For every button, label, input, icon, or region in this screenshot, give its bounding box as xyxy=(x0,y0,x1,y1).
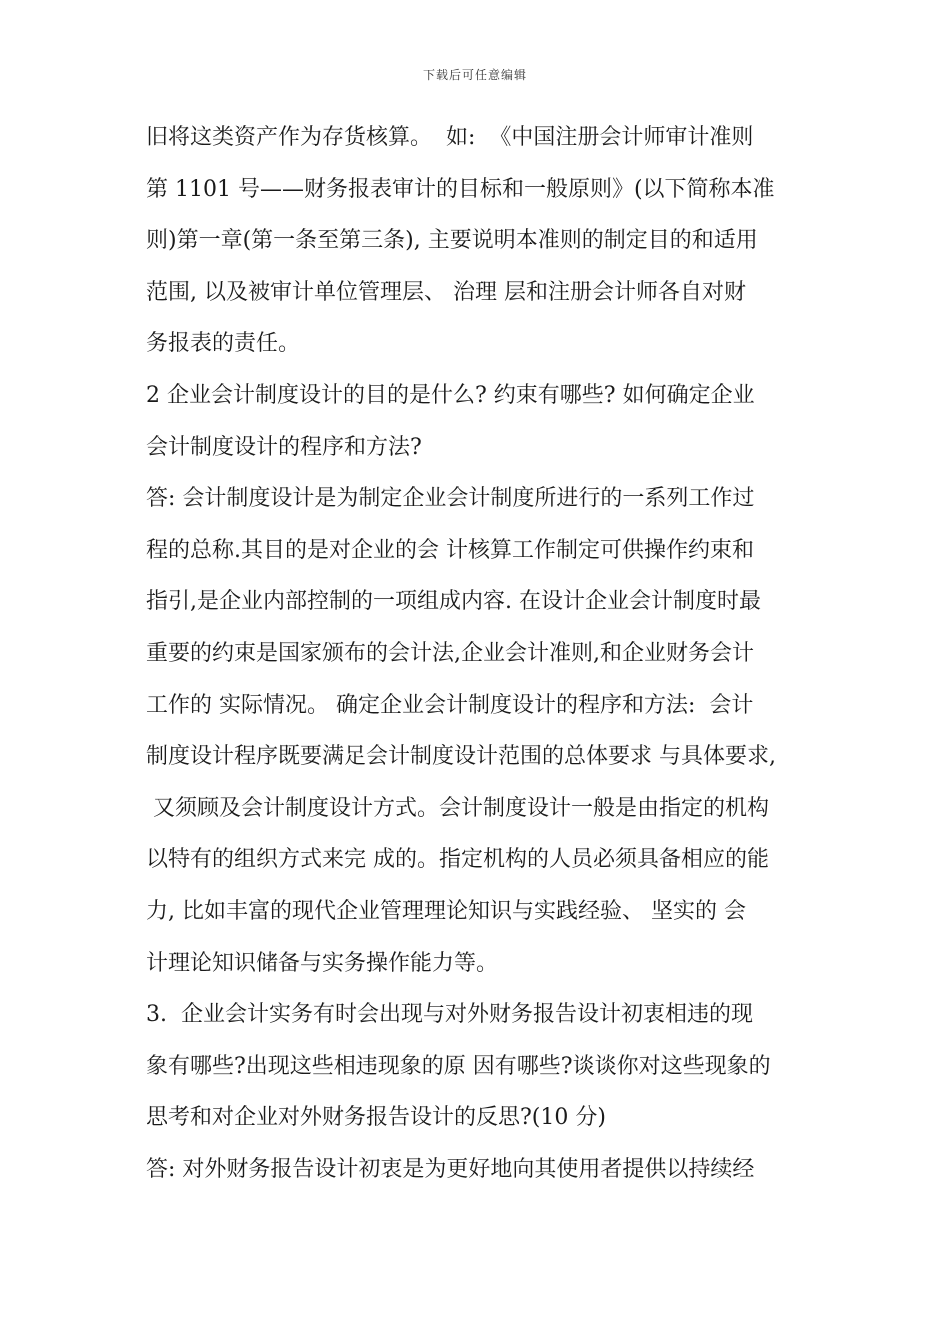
text-line: 旧将这类资产作为存货核算。 如: 《中国注册会计师审计准则 xyxy=(146,125,754,150)
question-3-line: 象有哪些?出现这些相违现象的原 因有哪些?谈谈你对这些现象的 xyxy=(146,1053,771,1079)
answer-line: 力, 比如丰富的现代企业管理理论知识与实践经验、 坚实的 会 xyxy=(146,898,746,924)
answer-line: 以特有的组织方式来完 成的。指定机构的人员必须具备相应的能 xyxy=(146,847,769,873)
answer-line: 制度设计程序既要满足会计制度设计范围的总体要求 与具体要求, xyxy=(146,744,776,770)
text-line: 第 1101 号——财务报表审计的目标和一般原则》(以下简称本准 xyxy=(146,176,775,202)
answer-line: 指引,是企业内部控制的一项组成内容. 在设计企业会计制度时最 xyxy=(146,589,761,615)
page-header: 下载后可任意编辑 xyxy=(422,68,527,82)
answer-line: 计理论知识储备与实务操作能力等。 xyxy=(146,950,499,976)
answer-line: 答: 会计制度设计是为制定企业会计制度所进行的一系列工作过 xyxy=(146,486,755,512)
answer-line: 程的总称.其目的是对企业的会 计核算工作制定可供操作约束和 xyxy=(146,537,754,563)
answer-line: 又须顾及会计制度设计方式。会计制度设计一般是由指定的机构 xyxy=(146,795,769,821)
question-2-line: 2 企业会计制度设计的目的是什么? 约束有哪些? 如何确定企业 xyxy=(146,382,755,408)
document-body xyxy=(146,112,818,1195)
text-line: 务报表的责任。 xyxy=(146,331,301,357)
answer-line: 工作的 实际情况。 确定企业会计制度设计的程序和方法: 会计 xyxy=(146,692,754,718)
answer-line: 答: 对外财务报告设计初衷是为更好地向其使用者提供以持续经 xyxy=(146,1156,755,1182)
text-line: 则)第一章(第一条至第三条), 主要说明本准则的制定目的和适用 xyxy=(146,228,758,254)
text-line: 范围, 以及被审计单位管理层、 治理 层和注册会计师各自对财 xyxy=(146,279,746,305)
question-3-line: 思考和对企业对外财务报告设计的反思?(10 分) xyxy=(146,1105,606,1131)
question-3-line: 3. 企业会计实务有时会出现与对外财务报告设计初衷相违的现 xyxy=(146,1002,753,1028)
question-2-line: 会计制度设计的程序和方法? xyxy=(146,434,422,460)
answer-line: 重要的约束是国家颁布的会计法,企业会计准则,和企业财务会计 xyxy=(146,640,754,666)
